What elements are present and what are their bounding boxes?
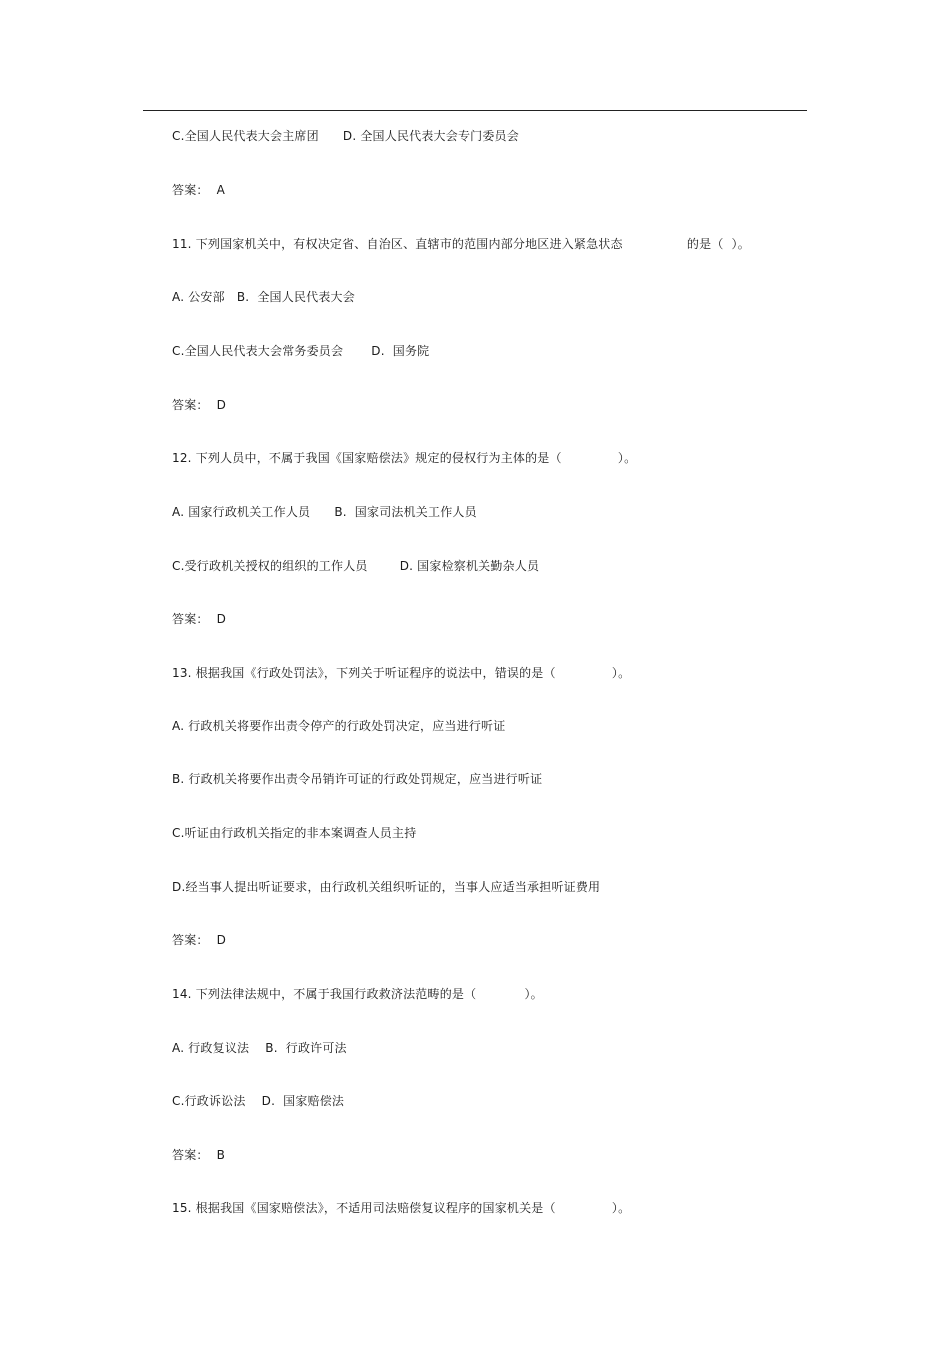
option-line: B. 行政机关将要作出责令吊销许可证的行政处罚规定，应当进行听证 — [172, 772, 543, 786]
answer-line: 答案： A — [172, 183, 226, 197]
answer-line: 答案： D — [172, 398, 227, 412]
option-line: A. 国家行政机关工作人员 B. 国家司法机关工作人员 — [172, 505, 477, 519]
option-line: C.全国人民代表大会常务委员会 D. 国务院 — [172, 344, 430, 358]
question-line: 11. 下列国家机关中，有权决定省、自治区、直辖市的范围内部分地区进入紧急状态 的是（ ）。 — [172, 237, 750, 251]
option-line: A. 行政机关将要作出责令停产的行政处罚决定，应当进行听证 — [172, 719, 506, 733]
option-line: C.全国人民代表大会主席团 D. 全国人民代表大会专门委员会 — [172, 129, 519, 143]
question-line: 14. 下列法律法规中，不属于我国行政救济法范畴的是（ ）。 — [172, 987, 543, 1001]
option-line: A. 行政复议法 B. 行政许可法 — [172, 1041, 347, 1055]
header-rule — [143, 110, 807, 111]
question-line: 12. 下列人员中，不属于我国《国家赔偿法》规定的侵权行为主体的是（ ）。 — [172, 451, 637, 465]
option-line: A. 公安部 B. 全国人民代表大会 — [172, 290, 355, 304]
option-line: C.听证由行政机关指定的非本案调查人员主持 — [172, 826, 417, 840]
option-line: C.行政诉讼法 D. 国家赔偿法 — [172, 1094, 345, 1108]
question-line: 13. 根据我国《行政处罚法》，下列关于听证程序的说法中，错误的是（ ）。 — [172, 666, 631, 680]
question-line: 15. 根据我国《国家赔偿法》，不适用司法赔偿复议程序的国家机关是（ ）。 — [172, 1201, 631, 1215]
answer-line: 答案： D — [172, 612, 227, 626]
answer-line: 答案： D — [172, 933, 227, 947]
option-line: D.经当事人提出听证要求，由行政机关组织听证的，当事人应适当承担听证费用 — [172, 880, 601, 894]
answer-line: 答案： B — [172, 1148, 226, 1162]
option-line: C.受行政机关授权的组织的工作人员 D. 国家检察机关勤杂人员 — [172, 559, 540, 573]
